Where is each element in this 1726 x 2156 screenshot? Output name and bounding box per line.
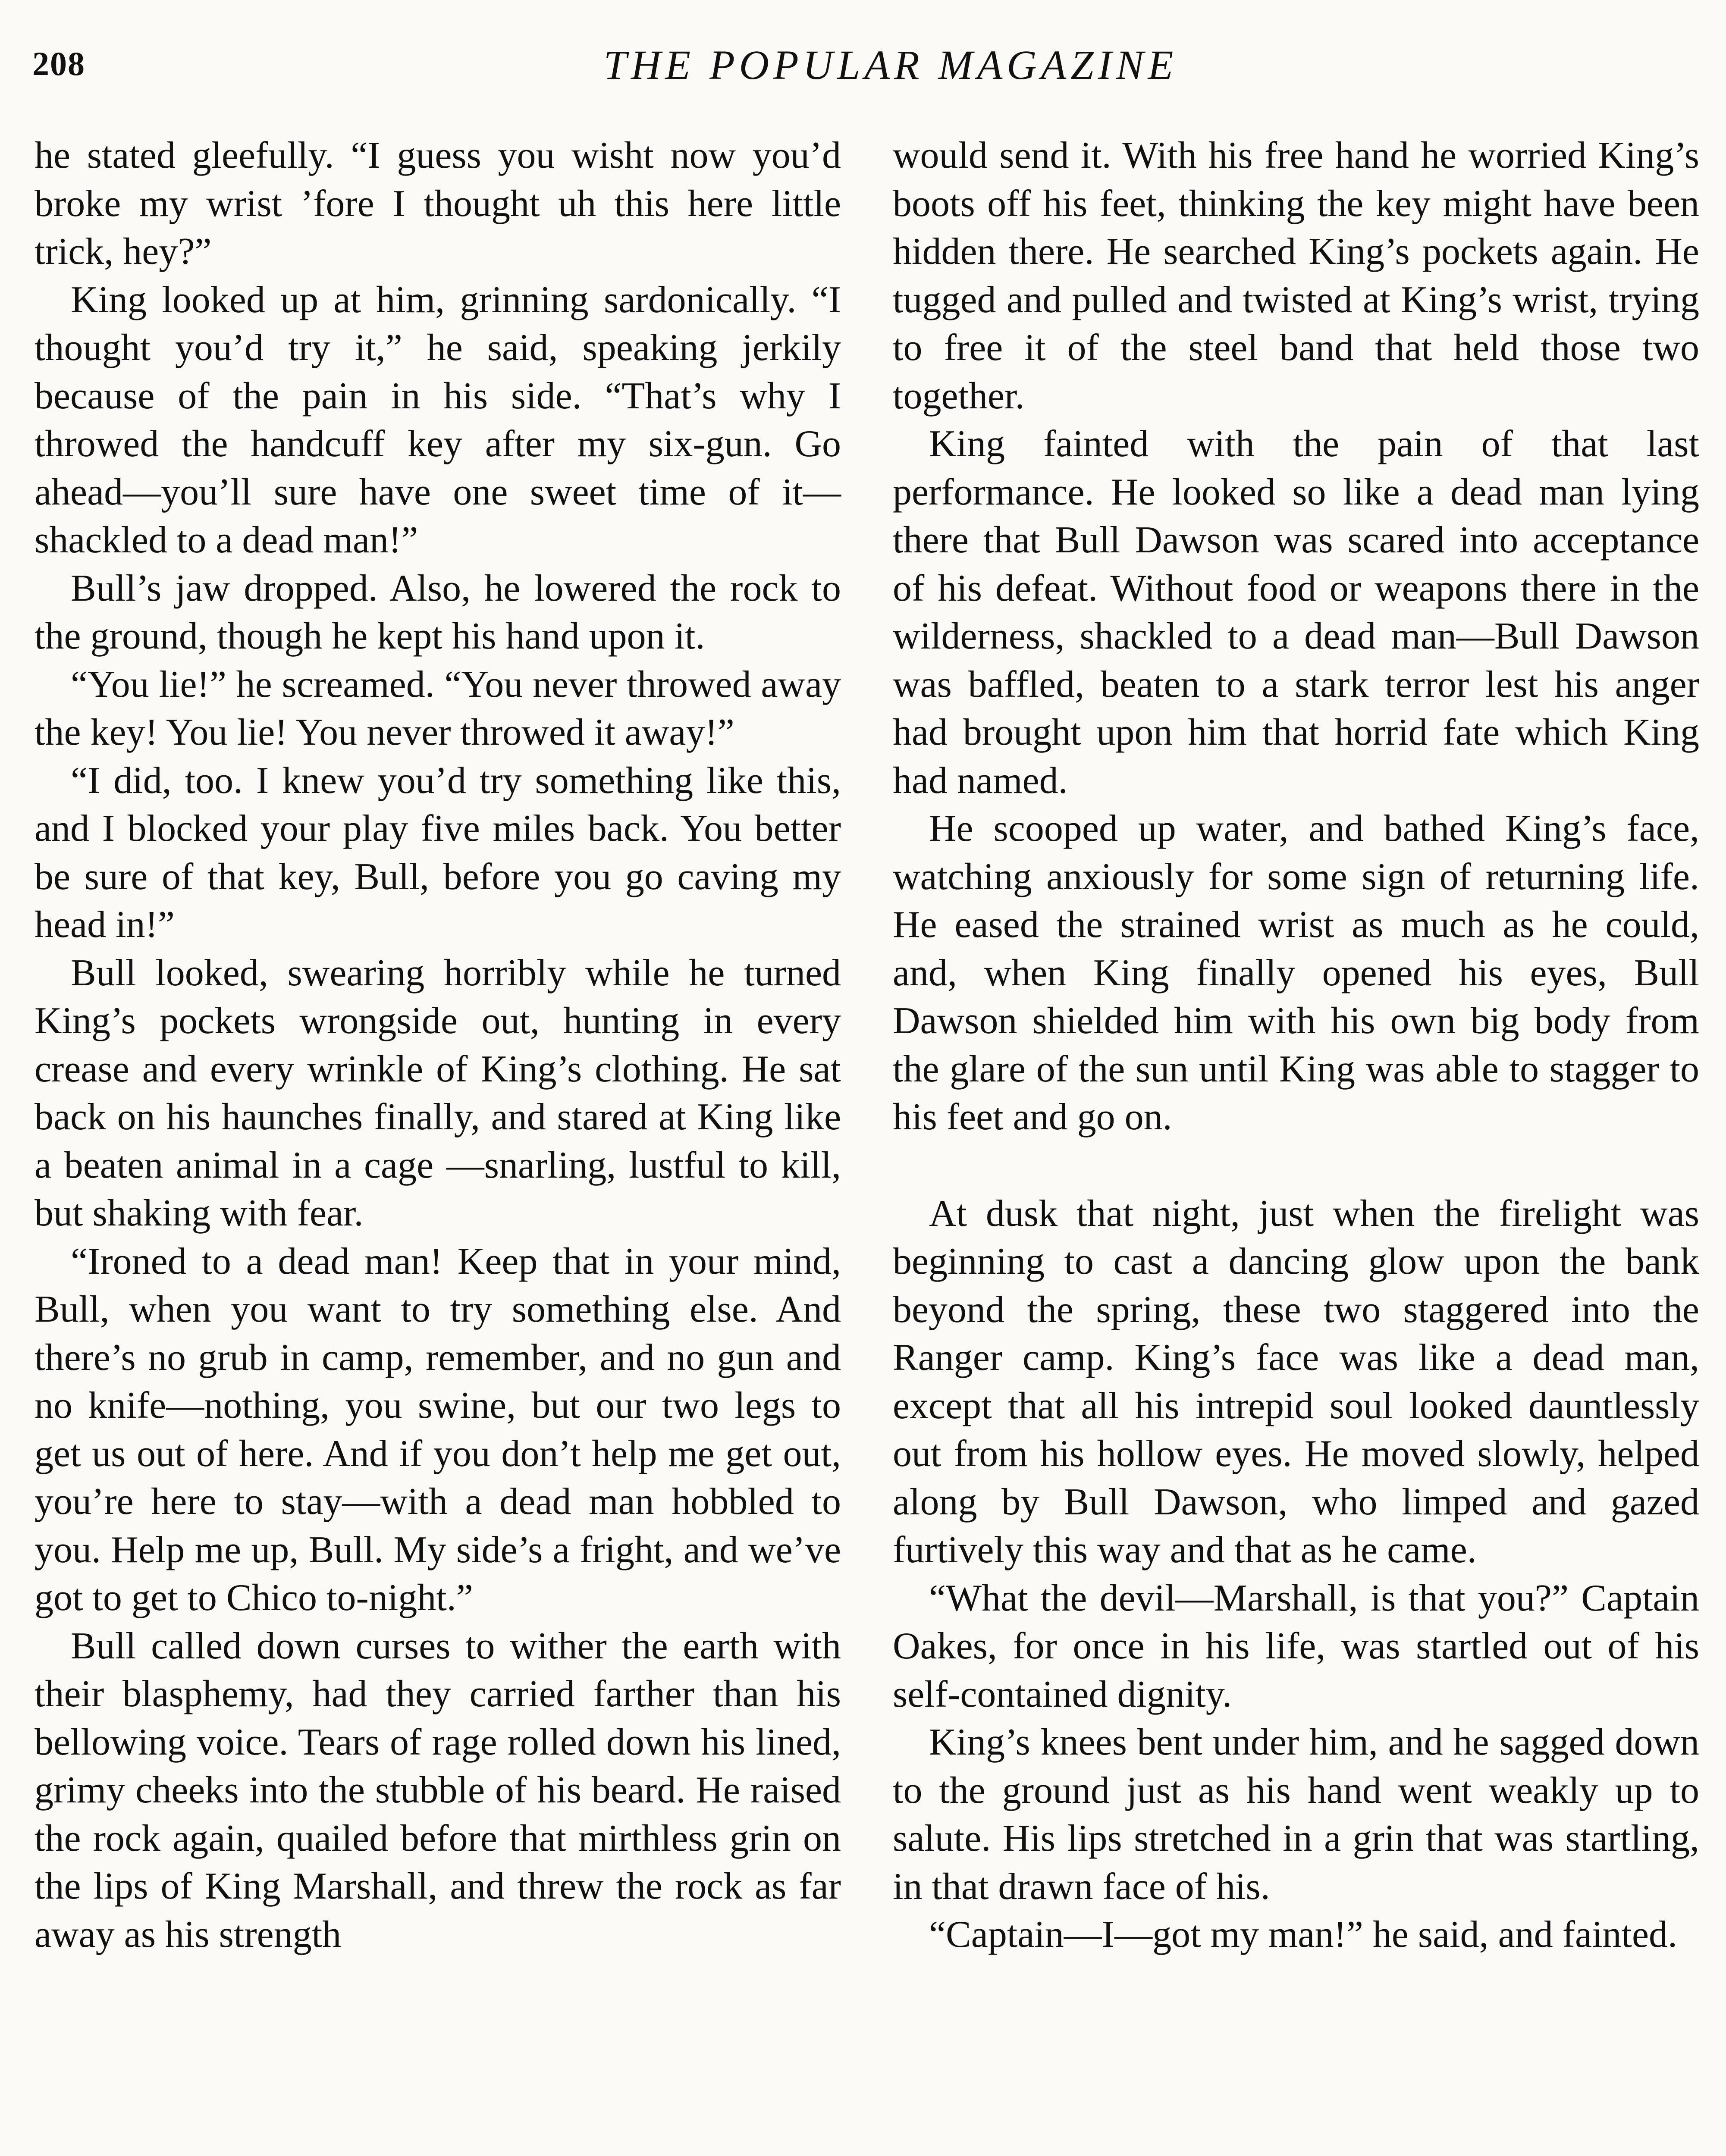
right-paragraph-6: King’s knees bent under him, and he sagged down to the ground just as his hand went weakly up to salute. His lips stretched in a grin that was startling, in that drawn face of his. [893,1721,1699,1908]
right-paragraph-5: “What the devil—Marshall, is that you?” Captain Oakes, for once in his life, was startled out of his self-contained dignity. [893,1577,1699,1715]
page-header [32,41,1684,97]
right-paragraph-2: King fainted with the pain of that last performance. He looked so like a dead man lying there that Bull Dawson was scared into acceptance of his defeat. Without food or weapons there in the wilderness, shackled to a dead man—Bull Dawson was baffled, beaten to a stark terror lest his anger had brought upon him that horrid fate which King had named. [893,423,1699,802]
left-paragraph-4: “You lie!” he screamed. “You never throwed away the key! You lie! You never throwed it away!” [35,663,841,753]
left-paragraph-6: Bull looked, swearing horribly while he turned King’s pockets wrongside out, hunting in every crease and every wrinkle of King’s clothing. He sat back on his haunches finally, and stared at King like a beaten animal in a cage —snarling, lustful to kill, but shaking with fear. [35,952,841,1234]
right-paragraph-3: He scooped up water, and bathed King’s face, watching anxiously for some sign of returning life. He eased the strained wrist as much as he could, and, when King finally opened his eyes, Bull Dawson shielded him with his own big body from the glare of the sun until King was able to stagger to his feet and go on. [893,808,1699,1138]
left-paragraph-7: “Ironed to a dead man! Keep that in your mind, Bull, when you want to try something else. And there’s no grub in camp, remember, and no gun and no knife—nothing, you swine, but our two legs to get us out of here. And if you don’t help me get out, you’re here to stay—with a dead man hobbled to you. Help me up, Bull. My side’s a fright, and we’ve got to get to Chico to-night.” [35,1240,841,1619]
right-paragraph-7: “Captain—I—got my man!” he said, and fainted. [929,1914,1678,1955]
left-column [35,132,841,1959]
right-column [893,132,1699,1959]
right-paragraph-1: would send it. With his free hand he worried King’s boots off his feet, thinking the key might have been hidden there. He searched King’s pockets again. He tugged and pulled and twisted at King’s wrist, trying to free it of the steel band that held those two together. [893,135,1699,417]
magazine-title: THE POPULAR MAGAZINE [603,42,1178,88]
left-paragraph-5: “I did, too. I knew you’d try something like this, and I blocked your play five miles back. You better be sure of that key, Bull, before you go caving my head in!” [35,759,841,946]
left-paragraph-8: Bull called down curses to wither the earth with their blasphemy, had they carried farther than his bellowing voice. Tears of rage rolled down his lined, grimy cheeks into the stubble of his beard. He raised the rock again, quailed before that mirthless grin on the lips of King Marshall, and threw the rock as far away as his strength [35,1625,841,1955]
left-paragraph-3: Bull’s jaw dropped. Also, he lowered the rock to the ground, though he kept his hand upon it. [35,567,841,657]
left-paragraph-2: King looked up at him, grinning sardonically. “I thought you’d try it,” he said, speaking jerkily because of the pain in his side. “That’s why I throwed the handcuff key after my six-gun. Go ahead—you’ll sure have one sweet time of it—shackled to a dead man!” [35,279,841,561]
section-break [893,1141,1699,1190]
right-paragraph-4: At dusk that night, just when the firelight was beginning to cast a dancing glow upon the bank beyond the spring, these two staggered into the Ranger camp. King’s face was like a dead man, except that all his intrepid soul looked dauntlessly out from his hollow eyes. He moved slowly, helped along by Bull Dawson, who limped and gazed furtively this way and that as he came. [893,1192,1699,1571]
left-paragraph-1: he stated gleefully. “I guess you wisht now you’d broke my wrist ’fore I thought uh this here little trick, hey?” [35,135,841,273]
page-number: 208 [32,45,85,82]
